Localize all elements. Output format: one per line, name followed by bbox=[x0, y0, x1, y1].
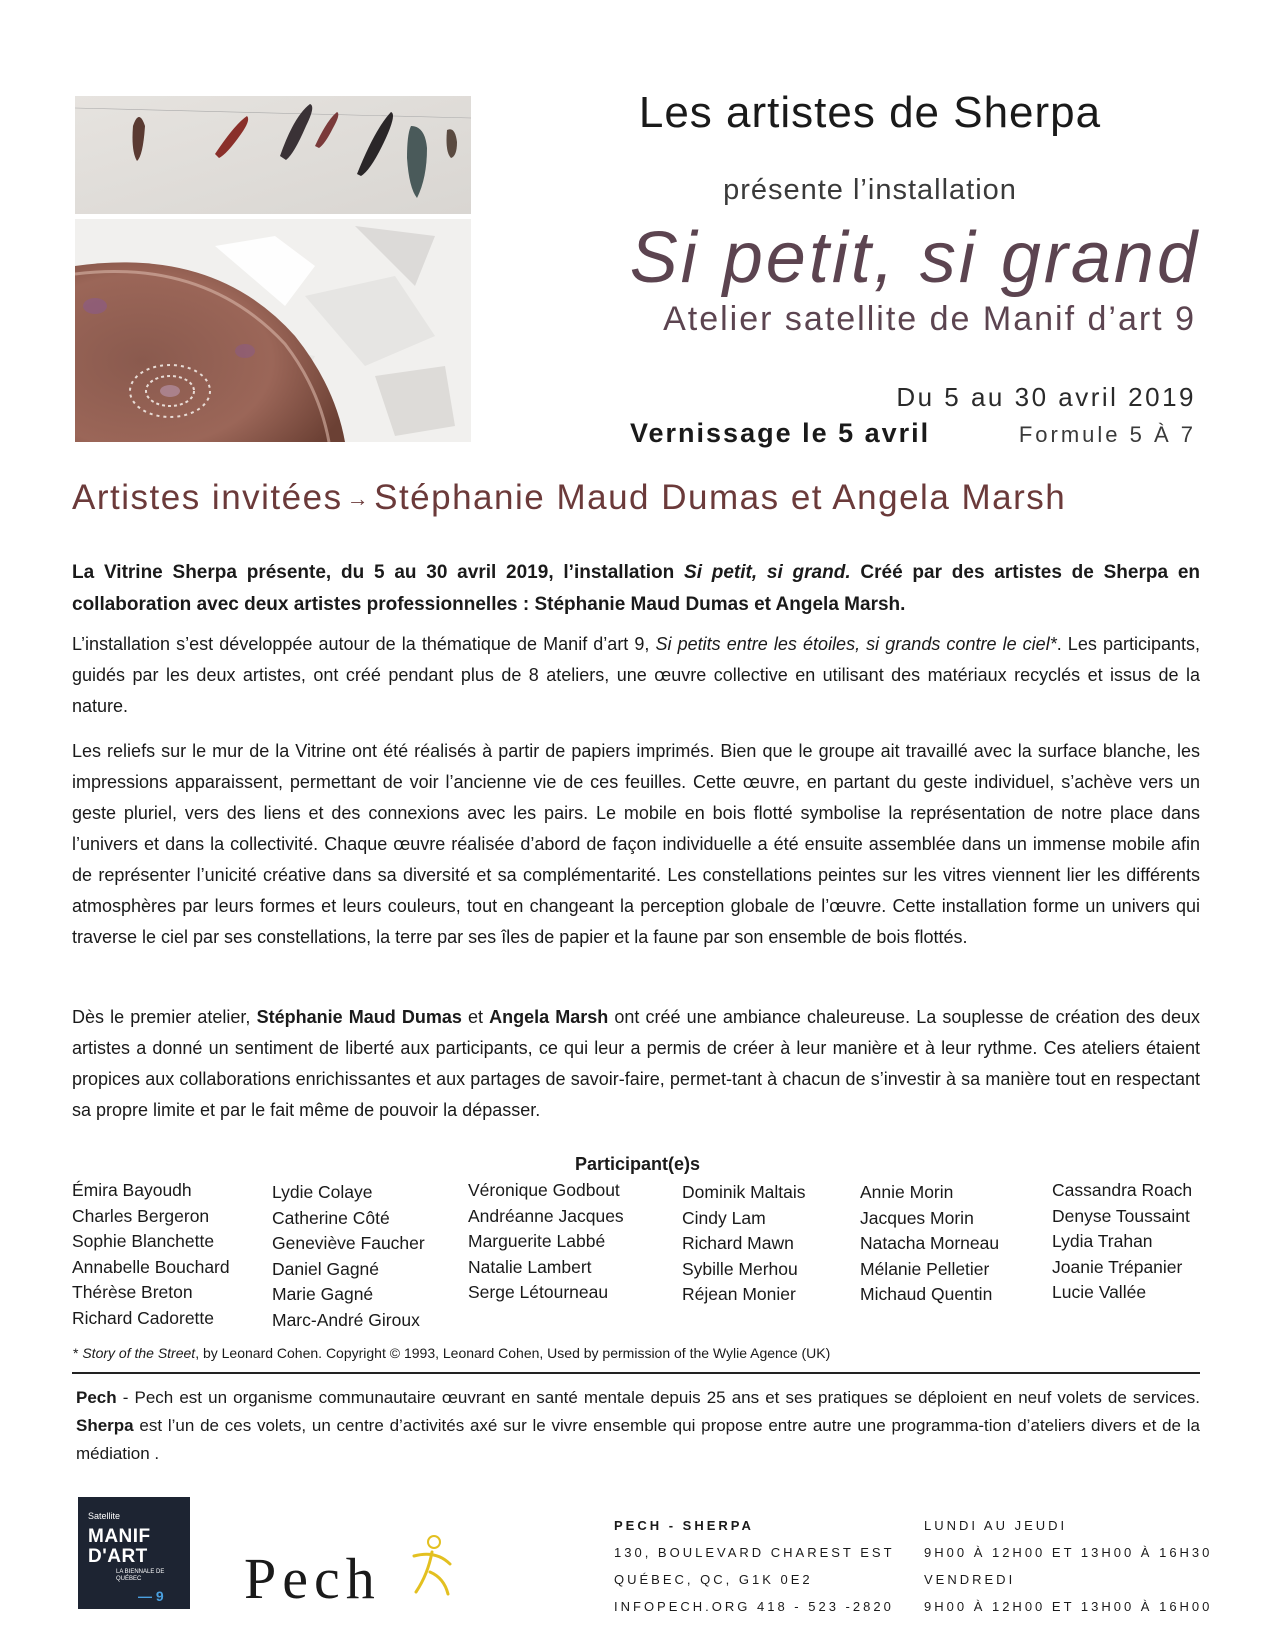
dancing-figure-icon bbox=[414, 1536, 450, 1594]
contact-org: PECH - SHERPA bbox=[614, 1518, 754, 1533]
participants-column-2 bbox=[272, 1180, 425, 1333]
participant-name: Cindy Lam bbox=[682, 1207, 766, 1228]
participants-column-3 bbox=[468, 1178, 624, 1306]
participant-name: Natalie Lambert bbox=[468, 1256, 592, 1277]
intro-paragraph bbox=[72, 557, 1200, 621]
manif-wordmark bbox=[88, 1527, 151, 1567]
contact-street: 130, BOULEVARD CHAREST EST bbox=[614, 1545, 895, 1560]
pech-wordmark: Pech bbox=[244, 1546, 381, 1611]
installation-photo bbox=[75, 96, 471, 442]
pech-text: - Pech est un organisme communautaire œuvrant en santé mentale depuis 25 ans et ses pratiques se déploient en neuf volets de services. bbox=[116, 1388, 1200, 1407]
participant-name: Émira Bayoudh bbox=[72, 1180, 192, 1200]
footnote bbox=[73, 1345, 830, 1361]
participant-name: Geneviève Faucher bbox=[272, 1233, 425, 1253]
paragraph-theme-text: L’installation s’est développée autour de la thématique de Manif d’art 9, bbox=[72, 634, 656, 654]
participants-column-1 bbox=[72, 1178, 230, 1331]
artist-name-1: Stéphanie Maud Dumas bbox=[256, 1007, 462, 1027]
participant-name: Lydie Colaye bbox=[272, 1182, 373, 1202]
manif-number: — 9 bbox=[138, 1588, 164, 1604]
participant-name: Richard Mawn bbox=[682, 1233, 794, 1253]
intro-text: La Vitrine Sherpa présente, du 5 au 30 avril 2019, l’installation bbox=[72, 562, 685, 583]
footnote-text: , by Leonard Cohen. Copyright © 1993, Leonard Cohen, Used by permission of the Wylie Agence (UK) bbox=[195, 1345, 831, 1361]
participant-name: Marc-André Giroux bbox=[272, 1309, 420, 1330]
participant-name: Daniel Gagné bbox=[272, 1258, 380, 1279]
manif-word-1: MANIF bbox=[88, 1526, 151, 1547]
pech-name: Pech bbox=[76, 1388, 117, 1407]
participant-name: Véronique Godbout bbox=[468, 1180, 620, 1200]
guest-artists-heading bbox=[72, 478, 1202, 518]
participant-name: Sybille Merhou bbox=[682, 1258, 798, 1279]
paragraph-reliefs: Les reliefs sur le mur de la Vitrine ont été réalisés à partir de papiers imprimés. Bien que le groupe ait travaillé avec la surface blanche, les impressions apparaissent, permettant de voir l’ancienne vie de ces feuilles. Cette œuvre, en partant du geste individuel, s’achève vers un geste pluriel, vers des liens et des connexions avec les pairs. Le mobile en bois flotté symbolise la représentation de notre place dans l’univers et dans la collectivité. Chaque œuvre réalisée d’abord de façon individuelle a été ensuite assemblée dans un immense mobile afin de représenter l’unicité créative dans sa diversité et sa complémentarité. Les constellations peintes sur les vitres viennent lier les différents atmosphères par leurs formes et leurs couleurs, tout en changeant la perception globale de l’œuvre. Cette installation forme un univers qui traverse le ciel par ses constellations, la terre par ses îles de papier et la faune par son ensemble de bois flottés. bbox=[72, 741, 1200, 947]
hours-time-1: 9H00 À 12H00 ET 13H00 À 16H30 bbox=[924, 1545, 1213, 1560]
exhibition-dates: Du 5 au 30 avril 2019 bbox=[896, 382, 1196, 412]
participant-name: Thérèse Breton bbox=[72, 1282, 193, 1302]
manif-dart-logo bbox=[78, 1497, 190, 1609]
org-title: Les artistes de Sherpa bbox=[638, 88, 1102, 137]
participant-name: Sophie Blanchette bbox=[72, 1231, 215, 1251]
and-text: et bbox=[461, 1007, 490, 1027]
guests-names: Stéphanie Maud Dumas et Angela Marsh bbox=[374, 478, 1067, 517]
participant-name: Jacques Morin bbox=[860, 1207, 974, 1228]
paragraph-theme bbox=[72, 629, 1200, 722]
guests-label: Artistes invitées bbox=[72, 478, 343, 517]
participant-name: Michaud Quentin bbox=[860, 1284, 993, 1304]
participant-name: Joanie Trépanier bbox=[1052, 1256, 1183, 1277]
sherpa-name: Sherpa bbox=[76, 1416, 134, 1435]
footnote-star: * bbox=[73, 1345, 83, 1361]
intro-title-italic: Si petit, si grand. bbox=[684, 562, 851, 583]
pech-logo bbox=[244, 1528, 474, 1623]
pech-description bbox=[76, 1384, 1200, 1468]
participant-name: Annie Morin bbox=[860, 1182, 954, 1202]
paragraph-workshops bbox=[72, 1002, 1200, 1126]
participant-name: Andréanne Jacques bbox=[468, 1205, 624, 1226]
contact-address bbox=[614, 1512, 895, 1620]
manif-word-2: D'ART bbox=[88, 1546, 148, 1567]
contact-web-phone: INFOPECH.ORG 418 - 523 -2820 bbox=[614, 1599, 894, 1614]
paragraph-workshops-text: Dès le premier atelier, bbox=[72, 1007, 257, 1027]
pech-text-end: est l’un de ces volets, un centre d’activités axé sur le vivre ensemble qui propose entre autre une programma-tion d’ateliers divers et de la médiation . bbox=[76, 1416, 1200, 1463]
participant-name: Lucie Vallée bbox=[1052, 1282, 1147, 1302]
participants-title: Participant(e)s bbox=[574, 1154, 701, 1174]
participant-name: Catherine Côté bbox=[272, 1207, 390, 1228]
participants-column-6 bbox=[1052, 1178, 1192, 1306]
vernissage-date: Vernissage le 5 avril bbox=[630, 418, 931, 448]
footnote-title: Story of the Street bbox=[82, 1345, 196, 1361]
intro-text-end: Créé par des artistes de Sherpa en collaboration avec deux artistes professionnelles : Stéphanie Maud Dumas et Angela Marsh. bbox=[72, 562, 1200, 615]
show-title: Si petit, si grand bbox=[629, 218, 1200, 298]
participant-name: Cassandra Roach bbox=[1052, 1180, 1193, 1200]
participants-column-5 bbox=[860, 1180, 999, 1308]
participant-name: Dominik Maltais bbox=[682, 1182, 806, 1202]
paragraph-theme-text-end: . Les participants, guidés par les deux artistes, ont créé pendant plus de 8 ateliers, une œuvre collective en utilisant des matériaux recyclés et issus de la nature. bbox=[72, 634, 1200, 716]
participant-name: Natacha Morneau bbox=[860, 1233, 1000, 1253]
participant-name: Denyse Toussaint bbox=[1052, 1205, 1190, 1226]
manif-satellite-label: Satellite bbox=[88, 1511, 121, 1521]
participant-name: Réjean Monier bbox=[682, 1284, 796, 1304]
contact-city: QUÉBEC, QC, G1K 0E2 bbox=[614, 1572, 813, 1587]
contact-hours bbox=[924, 1512, 1212, 1620]
participant-name: Marie Gagné bbox=[272, 1284, 374, 1304]
participant-name: Charles Bergeron bbox=[72, 1205, 210, 1226]
participant-name: Annabelle Bouchard bbox=[72, 1256, 230, 1277]
participant-name: Lydia Trahan bbox=[1052, 1231, 1153, 1251]
formule-label: Formule 5 À 7 bbox=[1018, 422, 1196, 447]
manif-caption: LA BIENNALE DE QUÉBEC bbox=[116, 1569, 165, 1582]
participant-name: Richard Cadorette bbox=[72, 1307, 215, 1328]
participant-name: Serge Létourneau bbox=[468, 1282, 609, 1302]
presents-line: présente l’installation bbox=[723, 174, 1017, 206]
participants-column-4 bbox=[682, 1180, 806, 1308]
show-subtitle: Atelier satellite de Manif d’art 9 bbox=[663, 300, 1196, 338]
arrow-right-icon: → bbox=[346, 486, 371, 511]
hours-days-2: VENDREDI bbox=[924, 1572, 1016, 1587]
paragraph-workshops-text-end: ont créé une ambiance chaleureuse. La souplesse de création des deux artistes a donné un sentiment de liberté aux participants, ce qui leur a permis de créer à leur manière et à leur rythme. Ces ateliers étaient propices aux collaborations enrichissantes et aux partages de savoir-faire, permet-tant à chacun de s’investir à sa manière tout en respectant sa propre limite et par le fait même de pouvoir la dépasser. bbox=[72, 1007, 1200, 1120]
artist-name-2: Angela Marsh bbox=[489, 1007, 609, 1027]
participant-name: Marguerite Labbé bbox=[468, 1231, 606, 1251]
hours-days-1: LUNDI AU JEUDI bbox=[924, 1518, 1068, 1533]
divider bbox=[72, 1372, 1200, 1374]
hours-time-2: 9H00 À 12H00 ET 13H00 À 16H00 bbox=[924, 1599, 1213, 1614]
participant-name: Mélanie Pelletier bbox=[860, 1258, 990, 1279]
paragraph-theme-italic: Si petits entre les étoiles, si grands contre le ciel* bbox=[655, 634, 1057, 654]
